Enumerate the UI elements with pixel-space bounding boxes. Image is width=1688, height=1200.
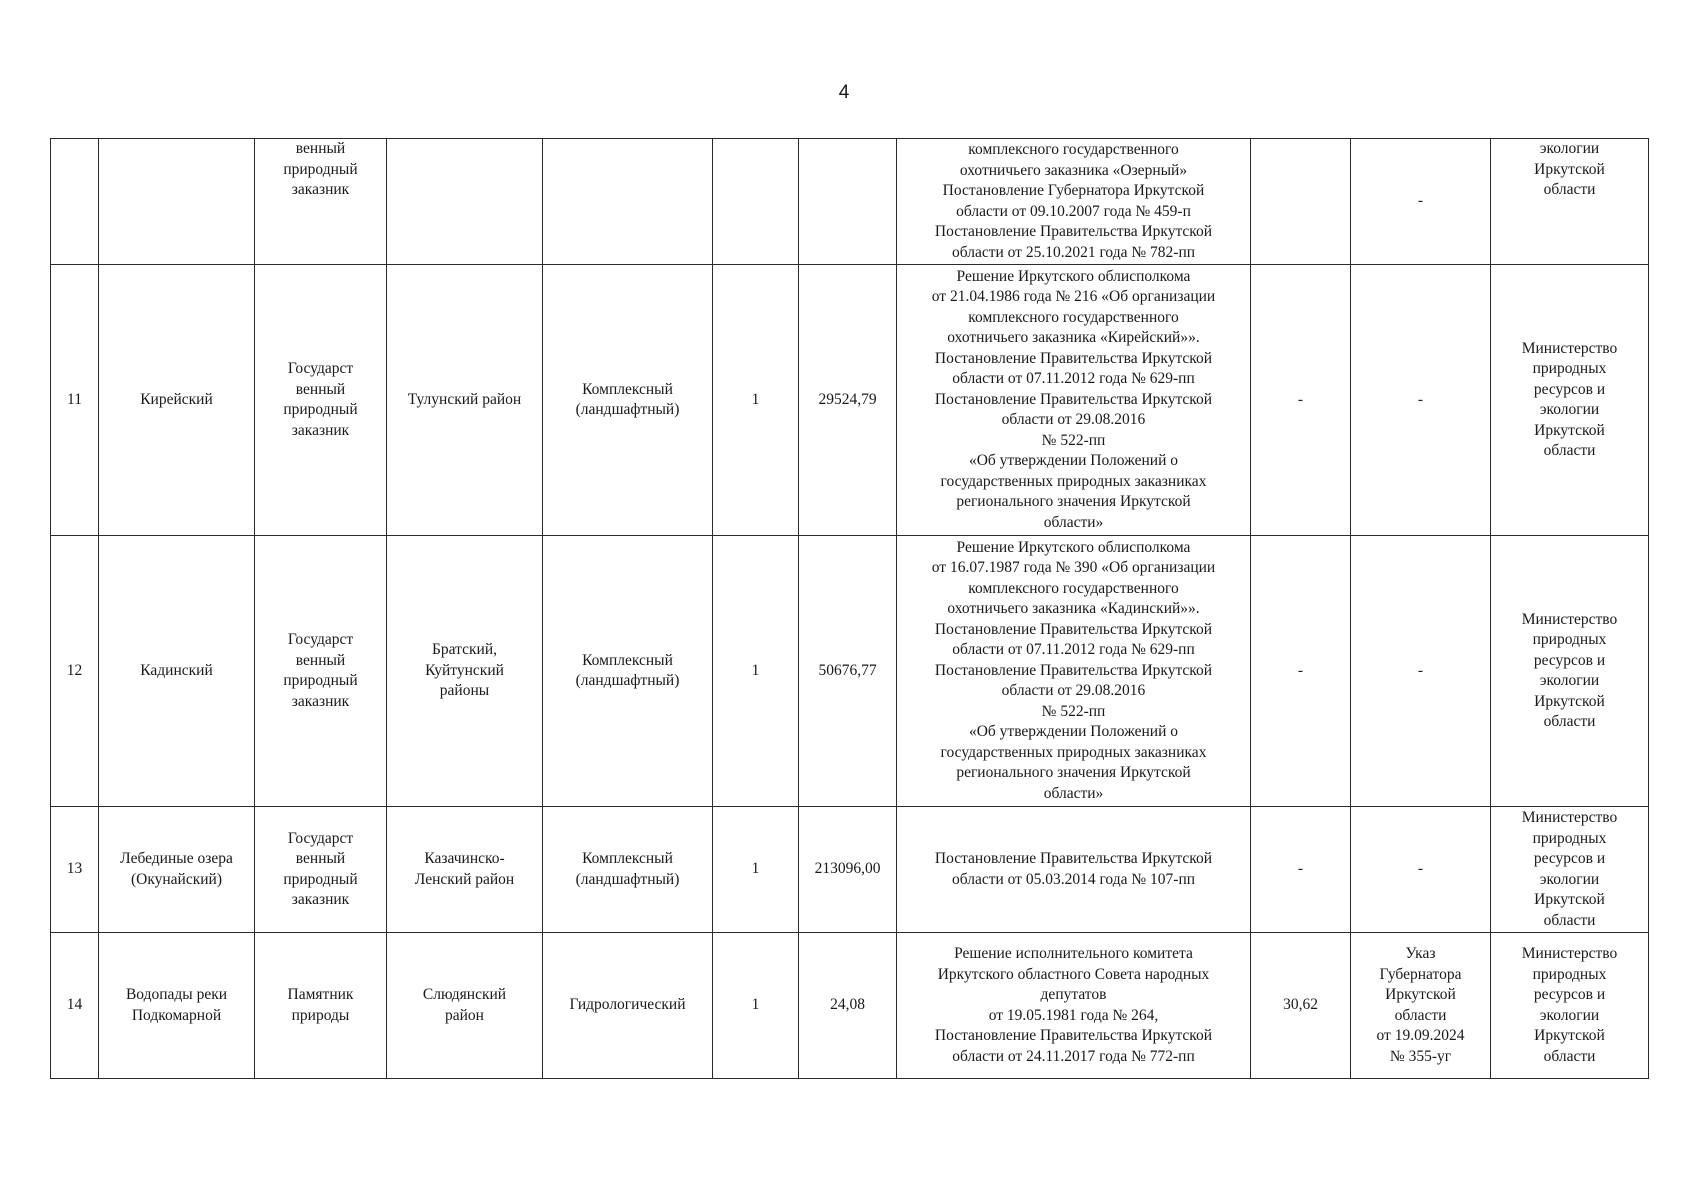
cell-buffer-document: -	[1351, 139, 1491, 265]
table-row	[51, 807, 1649, 933]
table-row	[51, 536, 1649, 807]
cell-category: Государст венный природный заказник	[255, 807, 387, 933]
cell-name	[99, 139, 255, 265]
cell-profile: Комплексный (ландшафтный)	[543, 265, 713, 536]
cell-authority: Министерство природных ресурсов и экологии Иркутской области	[1491, 933, 1649, 1079]
table-row	[51, 265, 1649, 536]
cell-area: 24,08	[799, 933, 897, 1079]
cell-buffer-area: 30,62	[1251, 933, 1351, 1079]
cell-area	[799, 139, 897, 265]
cell-number: 12	[51, 536, 99, 807]
cell-buffer-document: Указ Губернатора Иркутской области от 19.09.2024 № 355-уг	[1351, 933, 1491, 1079]
cell-category: Памятник природы	[255, 933, 387, 1079]
cell-documents: Решение Иркутского облисполкома от 16.07.1987 года № 390 «Об организации комплексного государственного охотничьего заказника «Кадинский»». Постановление Правительства Иркутской области от 07.11.2012 года № 629-пп Постановление Правительства Иркутской области от 29.08.2016 № 522-пп «Об утверждении Положений о государственных природных заказниках регионального значения Иркутской области»	[897, 536, 1251, 807]
cell-location	[387, 139, 543, 265]
cell-location: Казачинско- Ленский район	[387, 807, 543, 933]
table-row	[51, 933, 1649, 1079]
cell-name: Кирейский	[99, 265, 255, 536]
cell-significance	[713, 139, 799, 265]
page-number: 4	[838, 82, 850, 103]
cell-authority: Министерство природных ресурсов и экологии Иркутской области	[1491, 807, 1649, 933]
cell-documents: Решение Иркутского облисполкома от 21.04.1986 года № 216 «Об организации комплексного государственного охотничьего заказника «Кирейский»». Постановление Правительства Иркутской области от 07.11.2012 года № 629-пп Постановление Правительства Иркутской области от 29.08.2016 № 522-пп «Об утверждении Положений о государственных природных заказниках регионального значения Иркутской области»	[897, 265, 1251, 536]
cell-profile: Комплексный (ландшафтный)	[543, 807, 713, 933]
cell-name: Кадинский	[99, 536, 255, 807]
cell-name: Водопады реки Подкомарной	[99, 933, 255, 1079]
cell-number: 13	[51, 807, 99, 933]
table-row	[51, 139, 1649, 265]
cell-area: 29524,79	[799, 265, 897, 536]
cell-documents: Решение исполнительного комитета Иркутского областного Совета народных депутатов от 19.05.1981 года № 264, Постановление Правительства Иркутской области от 24.11.2017 года № 772-пп	[897, 933, 1251, 1079]
cell-area: 50676,77	[799, 536, 897, 807]
cell-category: венный природный заказник	[255, 139, 387, 265]
cell-buffer-document: -	[1351, 265, 1491, 536]
cell-location: Братский, Куйтунский районы	[387, 536, 543, 807]
cell-location: Тулунский район	[387, 265, 543, 536]
cell-authority: Министерство природных ресурсов и экологии Иркутской области	[1491, 265, 1649, 536]
protected-areas-table	[50, 138, 1649, 1079]
cell-buffer-area: -	[1251, 807, 1351, 933]
cell-buffer-area: -	[1251, 536, 1351, 807]
cell-documents: Постановление Правительства Иркутской области от 05.03.2014 года № 107-пп	[897, 807, 1251, 933]
cell-category: Государст венный природный заказник	[255, 265, 387, 536]
cell-authority: экологии Иркутской области	[1491, 139, 1649, 265]
cell-profile: Комплексный (ландшафтный)	[543, 536, 713, 807]
cell-buffer-area: -	[1251, 265, 1351, 536]
cell-significance: 1	[713, 933, 799, 1079]
cell-authority: Министерство природных ресурсов и экологии Иркутской области	[1491, 536, 1649, 807]
cell-number: 14	[51, 933, 99, 1079]
cell-name: Лебединые озера (Окунайский)	[99, 807, 255, 933]
cell-location: Слюдянский район	[387, 933, 543, 1079]
cell-profile: Гидрологический	[543, 933, 713, 1079]
cell-significance: 1	[713, 807, 799, 933]
cell-documents: комплексного государственного охотничьего заказника «Озерный» Постановление Губернатора Иркутской области от 09.10.2007 года № 459-п Постановление Правительства Иркутской области от 25.10.2021 года № 782-пп	[897, 139, 1251, 265]
cell-profile	[543, 139, 713, 265]
cell-number	[51, 139, 99, 265]
cell-area: 213096,00	[799, 807, 897, 933]
cell-buffer-document: -	[1351, 807, 1491, 933]
cell-significance: 1	[713, 265, 799, 536]
cell-significance: 1	[713, 536, 799, 807]
cell-number: 11	[51, 265, 99, 536]
cell-category: Государст венный природный заказник	[255, 536, 387, 807]
cell-buffer-area	[1251, 139, 1351, 265]
cell-buffer-document: -	[1351, 536, 1491, 807]
